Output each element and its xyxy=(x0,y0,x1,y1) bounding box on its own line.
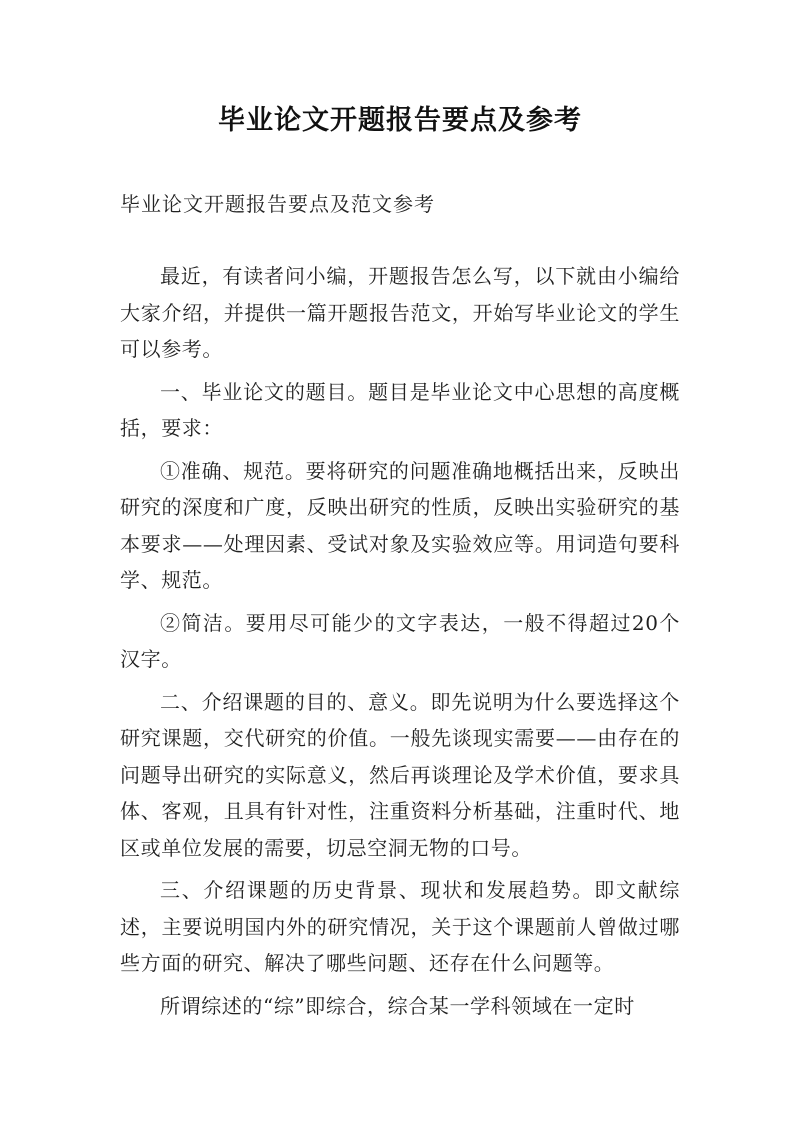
paragraph-section-one: 一、毕业论文的题目。题目是毕业论文中心思想的高度概括，要求： xyxy=(120,379,680,440)
paragraph-point-accurate: ①准确、规范。要将研究的问题准确地概括出来，反映出研究的深度和广度，反映出研究的性质，反映出实验研究的基本要求——处理因素、受试对象及实验效应等。用词造句要科学、规范。 xyxy=(120,458,680,592)
document-subtitle: 毕业论文开题报告要点及范文参考 xyxy=(120,192,435,216)
document-body xyxy=(120,258,680,1024)
paragraph-review-definition: 所谓综述的“综”即综合，综合某一学科领域在一定时 xyxy=(160,993,635,1018)
paragraph-intro: 最近，有读者问小编，开题报告怎么写，以下就由小编给大家介绍，并提供一篇开题报告范文，开始写毕业论文的学生可以参考。 xyxy=(120,264,680,361)
paragraph-section-three: 三、介绍课题的历史背景、现状和发展趋势。即文献综述，主要说明国内外的研究情况，关于这个课题前人曾做过哪些方面的研究、解决了哪些问题、还存在什么问题等。 xyxy=(120,878,680,975)
document-title: 毕业论文开题报告要点及参考 xyxy=(218,105,582,136)
paragraph-point-concise: ②简洁。要用尽可能少的文字表达，一般不得超过20个汉字。 xyxy=(120,610,680,671)
paragraph-section-two: 二、介绍课题的目的、意义。即先说明为什么要选择这个研究课题，交代研究的价值。一般先谈现实需要——由存在的问题导出研究的实际意义，然后再谈理论及学术价值，要求具体、客观，且具有针对性，注重资料分析基础，注重时代、地区或单位发展的需要，切忌空洞无物的口号。 xyxy=(120,689,680,860)
